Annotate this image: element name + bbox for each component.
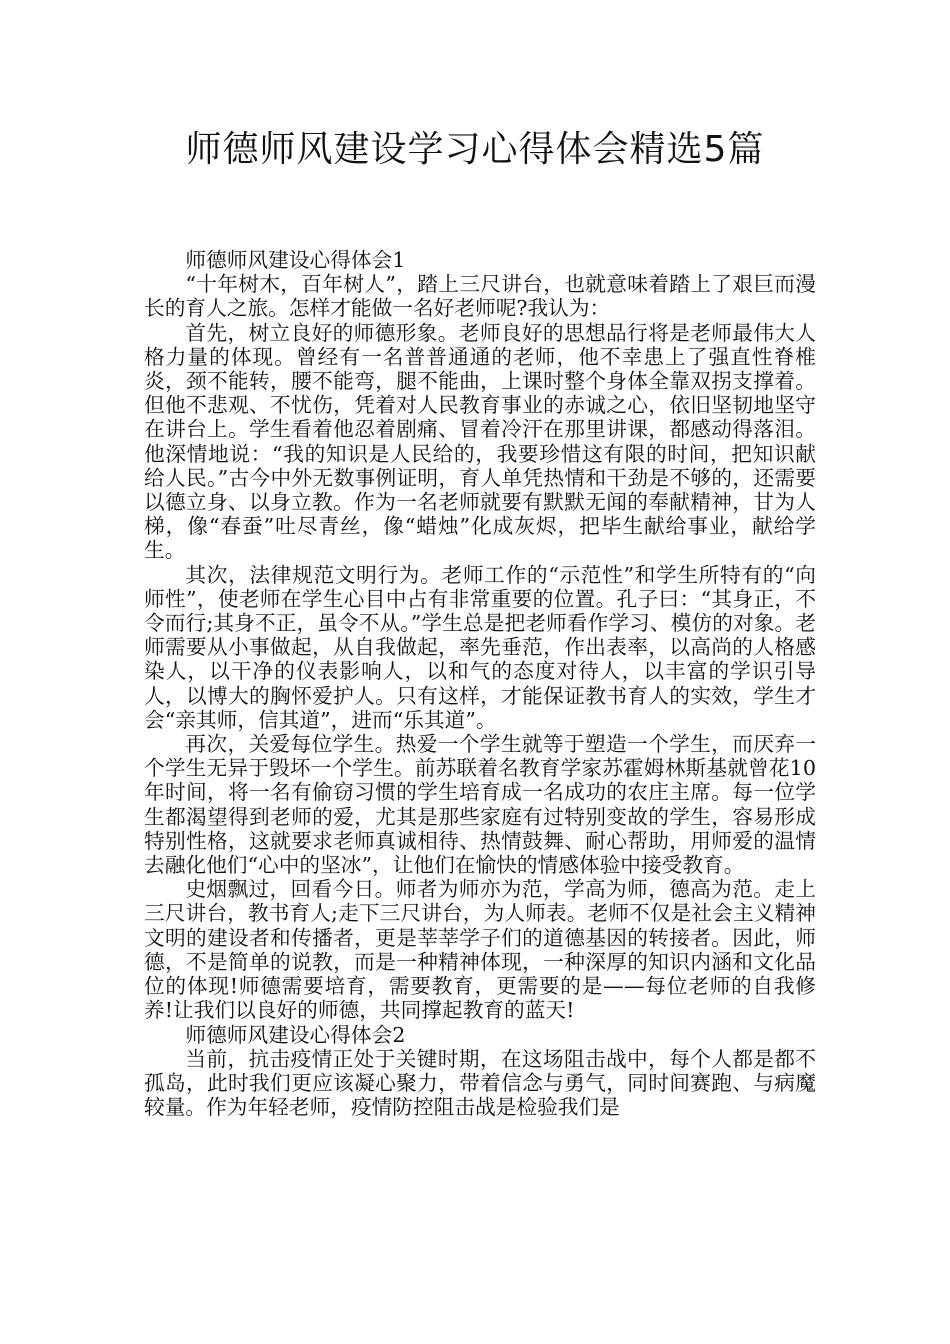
section-1 [144, 248, 816, 1023]
paragraph: 其次，法律规范文明行为。老师工作的“示范性”和学生所特有的“向师性”，使老师在学生心目中占有非常重要的位置。孔子曰：“其身正，不令而行;其身不正，虽令不从。”学生总是把老师看作学习、模仿的对象。老师需要从小事做起，从自我做起，率先垂范，作出表率，以高尚的人格感染人，以干净的仪表影响人，以和气的态度对待人，以丰富的学识引导人，以博大的胸怀爱护人。只有这样，才能保证教书育人的实效，学生才会“亲其师，信其道”，进而“乐其道”。 [144, 562, 816, 732]
document-title: 师德师风建设学习心得体会精选5篇 [185, 129, 765, 170]
paragraph: 再次，关爱每位学生。热爱一个学生就等于塑造一个学生，而厌弃一个学生无异于毁坏一个学生。前苏联着名教育学家苏霍姆林斯基就曾花10年时间，将一名有偷窃习惯的学生培育成一名成功的农庄主席。每一位学生都渴望得到老师的爱，尤其是那些家庭有过特别变故的学生，容易形成特别性格，这就要求老师真诚相待、热情鼓舞、耐心帮助，用师爱的温情去融化他们“心中的坚冰”，让他们在愉快的情感体验中接受教育。 [144, 732, 816, 878]
paragraph: 史烟飘过，回看今日。师者为师亦为范，学高为师，德高为范。走上三尺讲台，教书育人;走下三尺讲台，为人师表。老师不仅是社会主义精神文明的建设者和传播者，更是莘莘学子们的道德基因的转接者。因此，师德，不是简单的说教，而是一种精神体现，一种深厚的知识内涵和文化品位的体现!师德需要培育，需要教育，更需要的是——每位老师的自我修养!让我们以良好的师德，共同撑起教育的蓝天! [144, 877, 816, 1023]
paragraph: “十年树木，百年树人”，踏上三尺讲台，也就意味着踏上了艰巨而漫长的育人之旅。怎样才能做一名好老师呢?我认为： [144, 272, 816, 321]
section-2 [144, 1023, 816, 1120]
document-body [144, 248, 816, 1119]
section-heading: 师德师风建设心得体会2 [185, 1022, 406, 1047]
paragraph: 首先，树立良好的师德形象。老师良好的思想品行将是老师最伟大人格力量的体现。曾经有一名普普通通的老师，他不幸患上了强直性脊椎炎，颈不能转，腰不能弯，腿不能曲，上课时整个身体全靠双拐支撑着。但他不悲观、不忧伤，凭着对人民教育事业的赤诚之心，依旧坚韧地坚守在讲台上。学生看着他忍着剧痛、冒着冷汗在那里讲课，都感动得落泪。他深情地说：“我的知识是人民给的，我要珍惜这有限的时间，把知识献给人民。”古今中外无数事例证明，育人单凭热情和干劲是不够的，还需要以德立身、以身立教。作为一名老师就要有默默无闻的奉献精神，甘为人梯，像“春蚕”吐尽青丝，像“蜡烛”化成灰烬，把毕生献给事业，献给学生。 [144, 320, 816, 563]
paragraph: 当前，抗击疫情正处于关键时期，在这场阻击战中，每个人都是都不孤岛，此时我们更应该凝心聚力，带着信念与勇气，同时间赛跑、与病魔较量。作为年轻老师，疫情防控阻击战是检验我们是 [144, 1046, 816, 1120]
section-heading: 师德师风建设心得体会1 [185, 248, 406, 272]
